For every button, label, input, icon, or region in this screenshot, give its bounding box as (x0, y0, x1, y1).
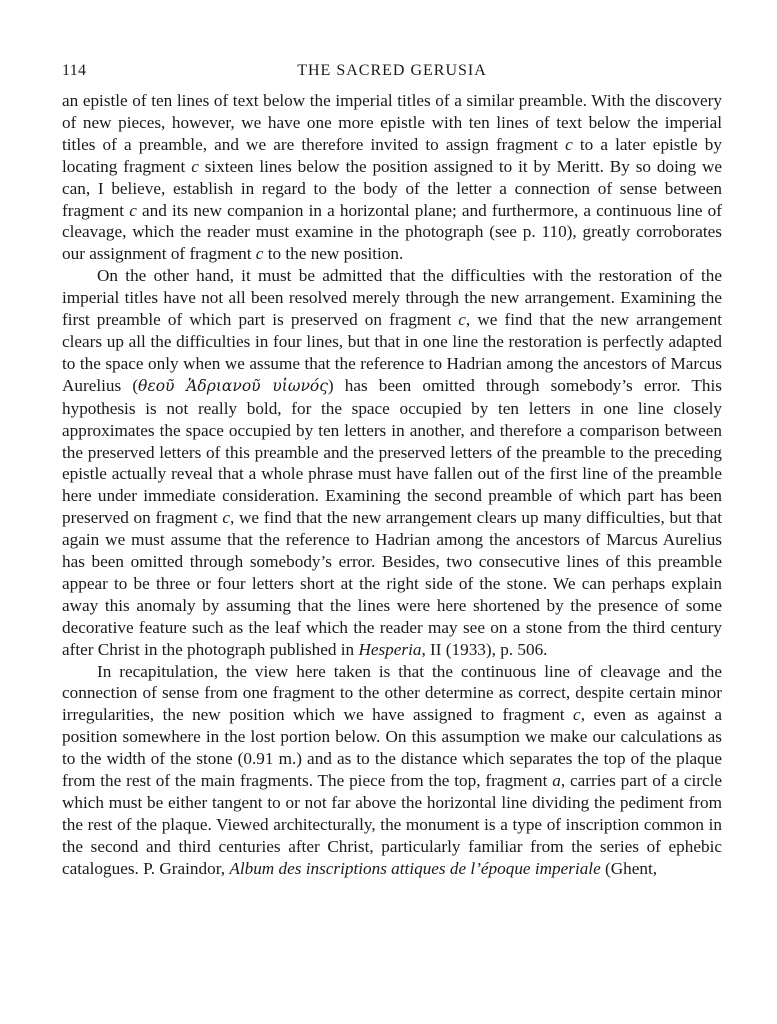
document-page (62, 62, 722, 880)
text-run: sixteen lines below the position assigned to it by Meritt. By so doing we can, I believe, establish in regard to the body of the letter a connection of sense between fragment (62, 156, 723, 220)
text-run: , even as against a position somewhere in the lost portion below. On this assumption we make our calculations as to the width of the stone (0.91 m.) and as to the distance which separates the top of the plaque from the rest of the main fragments. The piece from the top, fragment (62, 705, 722, 791)
text-run: On the other hand, it must be admitted that the difficulties with the restoration of the imperial titles have not all been resolved merely through the new arrangement. Examining the first preamble of which part is preserved on fragment (62, 266, 722, 330)
page-number: 114 (62, 62, 87, 79)
italic-text: c (573, 705, 581, 725)
text-run: , we find that the new arrangement clears up all the difficulties in four lines, but that in one line the restoration is perfectly adapted to the space only when we assume that the reference to Hadrian among the ancestors of Marcus Aurelius ( (62, 310, 722, 395)
text-run: , carries part of a circle which must be either tangent to or not far above the horizontal line dividing the pediment from the rest of the plaque. Viewed architecturally, the monument is a type of inscription common in the second and third centuries after Christ, particularly familiar from the series of ephebic catalogues. P. Graindor, (62, 771, 722, 878)
text-run: In recapitulation, the view here taken is that the continuous line of cleavage and the connection of sense from one fragment to the other determine as correct, despite certain minor irregularities, the new position which we have assigned to fragment (62, 661, 722, 725)
italic-text: c (458, 310, 466, 330)
text-run: and its new companion in a horizontal plane; and furthermore, a continuous line of cleavage, which the reader must examine in the photograph (see p. 110), greatly corroborates our assignment of fragment (62, 200, 722, 264)
italic-text: c (255, 244, 264, 264)
paragraph-2 (62, 265, 722, 660)
body-text (62, 90, 722, 880)
italic-text: c (191, 156, 199, 176)
paragraph-1 (62, 90, 722, 265)
italic-text: c (129, 200, 137, 220)
italic-text: a (552, 771, 561, 791)
text-run: , II (1933), p. 506. (421, 639, 548, 659)
italic-text: Hesperia (358, 639, 422, 659)
text-run: to the new position. (263, 244, 404, 264)
italic-text: c (565, 134, 573, 154)
page-header (62, 62, 722, 90)
running-title: THE SACRED GERUSIA (297, 62, 487, 79)
text-run: , we find that the new arrangement clears up many difficulties, but that again we must assume that the reference to Hadrian among the ancestors of Marcus Aurelius has been omitted through somebody’s error. Besides, two consecutive lines of this preamble appear to be three or four letters short at the right side of the stone. We can perhaps explain away this anomaly by assuming that the lines were here shortened by the presence of some decorative feature such as the leaf which the reader may see on a stone from the third century after Christ in the photograph published in (62, 508, 722, 659)
paragraph-3 (62, 661, 722, 880)
text-run: (Ghent, (600, 858, 658, 878)
text-run: an epistle of ten lines of text below the imperial titles of a similar preamble. With the discovery of new pieces, however, we have one more epistle with ten lines of text below the imperial titles of a preamble, and we are therefore invited to assign fragment (62, 91, 722, 154)
italic-text: c (222, 508, 230, 528)
greek-phrase: θεοῦ Ἁδριανοῦ υἱωνός (138, 376, 328, 395)
text-run: to a later epistle by locating fragment (62, 134, 722, 176)
text-run: ) has been omitted through somebody’s error. This hypothesis is not really bold, for the space occupied by ten letters in one line closely approximates the space occupied by ten letters in another, and therefore a comparison between the preserved letters of this preamble and the preserved letters of the preamble to the preceding epistle actually reveal that a whole phrase must have fallen out of the first line of the preamble here under immediate consideration. Examining the second preamble of which part has been preserved on fragment (62, 375, 722, 528)
italic-text: Album des inscriptions attiques de l’époque imperiale (229, 858, 601, 878)
